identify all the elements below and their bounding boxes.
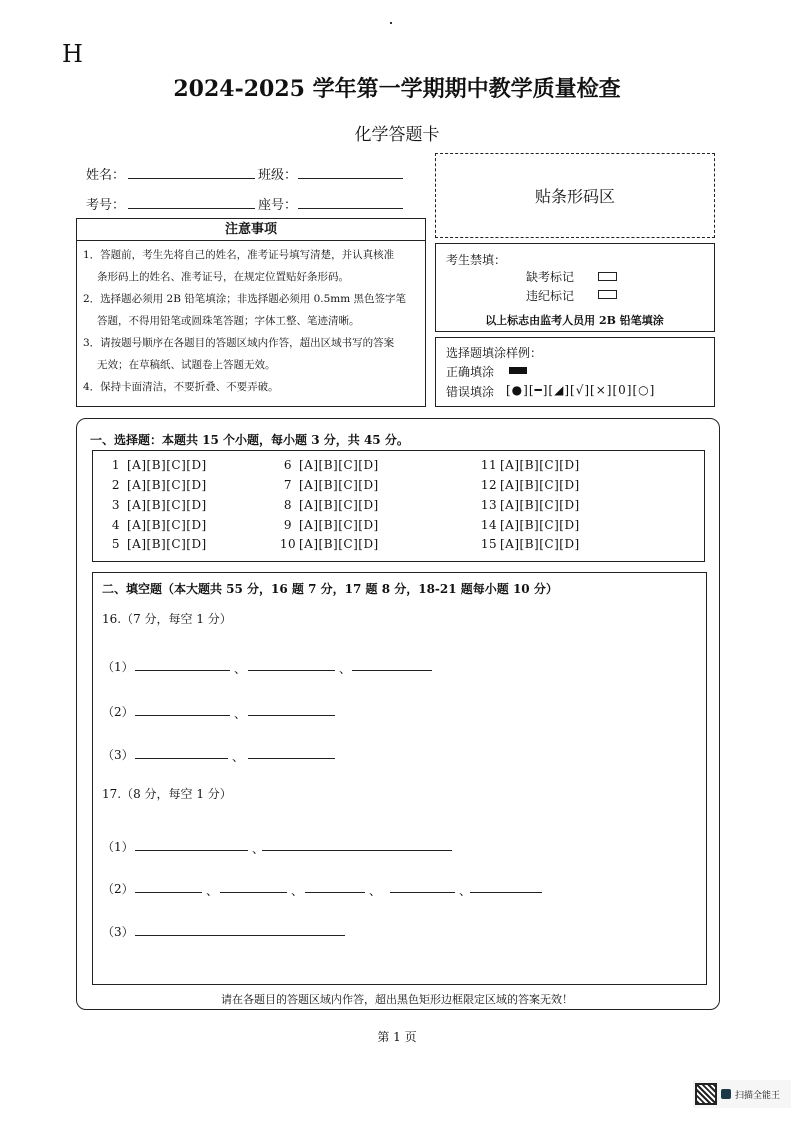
footer-note: 请在各题目的答题区域内作答，超出黑色矩形边框限定区域的答案无效！ [221,993,573,1006]
choice-question [277,478,379,492]
question-number: 12 [480,478,498,492]
question-number: 8 [283,498,293,512]
scanner-logo-icon [721,1089,731,1099]
answer-blank[interactable] [135,892,202,893]
sub-question-label: （2） [102,705,134,719]
section2-box [92,572,707,985]
separator: 、 [206,884,219,898]
question-number: 1 [111,458,121,472]
separator: 、 [252,842,265,856]
violation-label: 违纪标记 [526,289,575,303]
choice-question [105,498,207,512]
answer-options[interactable]: [A][B][C][D] [500,478,580,492]
answer-blank[interactable] [248,758,335,759]
seat-field[interactable] [298,208,403,209]
page-title: 2024-2025 学年第一学期期中教学质量检查 [173,76,621,102]
name-label: 姓名： [86,168,126,183]
question-number: 5 [111,537,121,551]
choice-question [105,537,207,551]
answer-options[interactable]: [A][B][C][D] [500,458,580,472]
answer-blank[interactable] [352,670,432,671]
answer-blank[interactable] [135,935,345,936]
wrong-marks: [●][━][◢][√][×][0][○] [506,383,656,397]
answer-options[interactable]: [A][B][C][D] [500,537,580,551]
note-line: 2．选择题必须用 2B 铅笔填涂；非选择题必须用 0.5mm 黑色签字笔 [83,293,407,305]
answer-options[interactable]: [A][B][C][D] [299,537,379,551]
choice-question [277,458,379,472]
proctor-box [435,243,715,332]
correct-label: 正确填涂 [446,365,495,379]
note-line: 1．答题前，考生先将自己的姓名，准考证号填写清楚，并认真核准 [83,249,395,261]
separator: 、 [291,884,304,898]
sub-question-label: （1） [102,660,134,674]
answer-options[interactable]: [A][B][C][D] [127,537,207,551]
choice-question [277,518,379,532]
answer-options[interactable]: [A][B][C][D] [127,478,207,492]
answer-options[interactable]: [A][B][C][D] [500,498,580,512]
answer-blank[interactable] [390,892,455,893]
sub-question-label: （3） [102,925,134,939]
page-dot [390,22,392,24]
separator: 、 [459,884,472,898]
class-field[interactable] [298,178,403,179]
name-field[interactable] [128,178,255,179]
choice-question [105,458,207,472]
answer-options[interactable]: [A][B][C][D] [299,478,379,492]
notes-box [76,218,426,407]
barcode-area [435,153,715,238]
sample-box [435,337,715,407]
answer-blank[interactable] [248,715,335,716]
separator: 、 [232,750,245,764]
sub-question-label: （3） [102,748,134,762]
notes-header: 注意事项 [77,219,425,241]
choice-question [277,498,379,512]
correct-mark [509,367,527,374]
answer-blank[interactable] [248,670,335,671]
q16-label: 16.（7 分，每空 1 分） [102,612,232,626]
question-number: 6 [283,458,293,472]
choice-question [478,537,580,551]
choice-question [478,498,580,512]
question-number: 11 [480,458,498,472]
note-line: 无效；在草稿纸、试题卷上答题无效。 [97,359,276,371]
question-number: 15 [480,537,498,551]
answer-options[interactable]: [A][B][C][D] [127,518,207,532]
proctor-title: 考生禁填： [446,253,507,267]
proctor-note: 以上标志由监考人员用 2B 铅笔填涂 [485,314,664,327]
question-number: 13 [480,498,498,512]
question-number: 2 [111,478,121,492]
note-line: 条形码上的姓名、准考证号，在规定位置贴好条形码。 [97,271,349,283]
note-line: 答题，不得用铅笔或圆珠笔答题；字体工整、笔迹清晰。 [97,315,360,327]
answer-options[interactable]: [A][B][C][D] [299,518,379,532]
answer-blank[interactable] [470,892,542,893]
wrong-label: 错误填涂 [446,385,495,399]
sub-question-label: （1） [102,840,134,854]
page-number: 第 1 页 [377,1030,417,1044]
answer-blank[interactable] [135,850,248,851]
question-number: 14 [480,518,498,532]
separator: 、 [234,707,247,721]
question-number: 9 [283,518,293,532]
section2-header: 二、填空题（本大题共 55 分，16 题 7 分，17 题 8 分，18-21 题每小题 10 分） [102,582,558,596]
question-number: 3 [111,498,121,512]
seat-label: 座号： [258,198,298,213]
section1-header: 一、选择题：本题共 15 个小题，每小题 3 分，共 45 分。 [90,433,409,447]
answer-blank[interactable] [220,892,287,893]
choice-question [478,518,580,532]
exam-no-field[interactable] [128,208,255,209]
choice-question [478,478,580,492]
exam-no-label: 考号： [86,198,126,213]
scanner-watermark [693,1080,791,1108]
choice-question [105,478,207,492]
answer-blank[interactable] [305,892,365,893]
note-line: 4．保持卡面清洁，不要折叠、不要弄破。 [83,381,279,393]
answer-options[interactable]: [A][B][C][D] [127,498,207,512]
question-number: 4 [111,518,121,532]
separator: 、 [369,884,382,898]
barcode-label: 贴条形码区 [534,187,615,206]
answer-options[interactable]: [A][B][C][D] [500,518,580,532]
choice-question [277,537,379,551]
answer-blank[interactable] [135,670,230,671]
question-number: 7 [283,478,293,492]
separator: 、 [234,662,247,676]
note-line: 3．请按题号顺序在各题目的答题区域内作答，超出区域书写的答案 [83,337,395,349]
answer-blank[interactable] [262,850,452,851]
choice-question [478,458,580,472]
answer-blank[interactable] [135,758,228,759]
watermark-text: 扫描全能王 [735,1090,781,1101]
choice-question [105,518,207,532]
absent-checkbox[interactable] [598,272,617,281]
answer-blank[interactable] [135,715,230,716]
qr-code-icon [695,1083,717,1105]
q17-label: 17.（8 分，每空 1 分） [102,787,232,801]
separator: 、 [339,662,352,676]
answer-options[interactable]: [A][B][C][D] [299,498,379,512]
class-label: 班级： [258,168,298,183]
question-number: 10 [279,537,297,551]
subtitle: 化学答题卡 [354,125,440,145]
absent-label: 缺考标记 [526,270,575,284]
corner-mark: H [62,40,83,68]
sample-title: 选择题填涂样例： [446,346,543,360]
answer-options[interactable]: [A][B][C][D] [299,458,379,472]
answer-options[interactable]: [A][B][C][D] [127,458,207,472]
violation-checkbox[interactable] [598,290,617,299]
sub-question-label: （2） [102,882,134,896]
